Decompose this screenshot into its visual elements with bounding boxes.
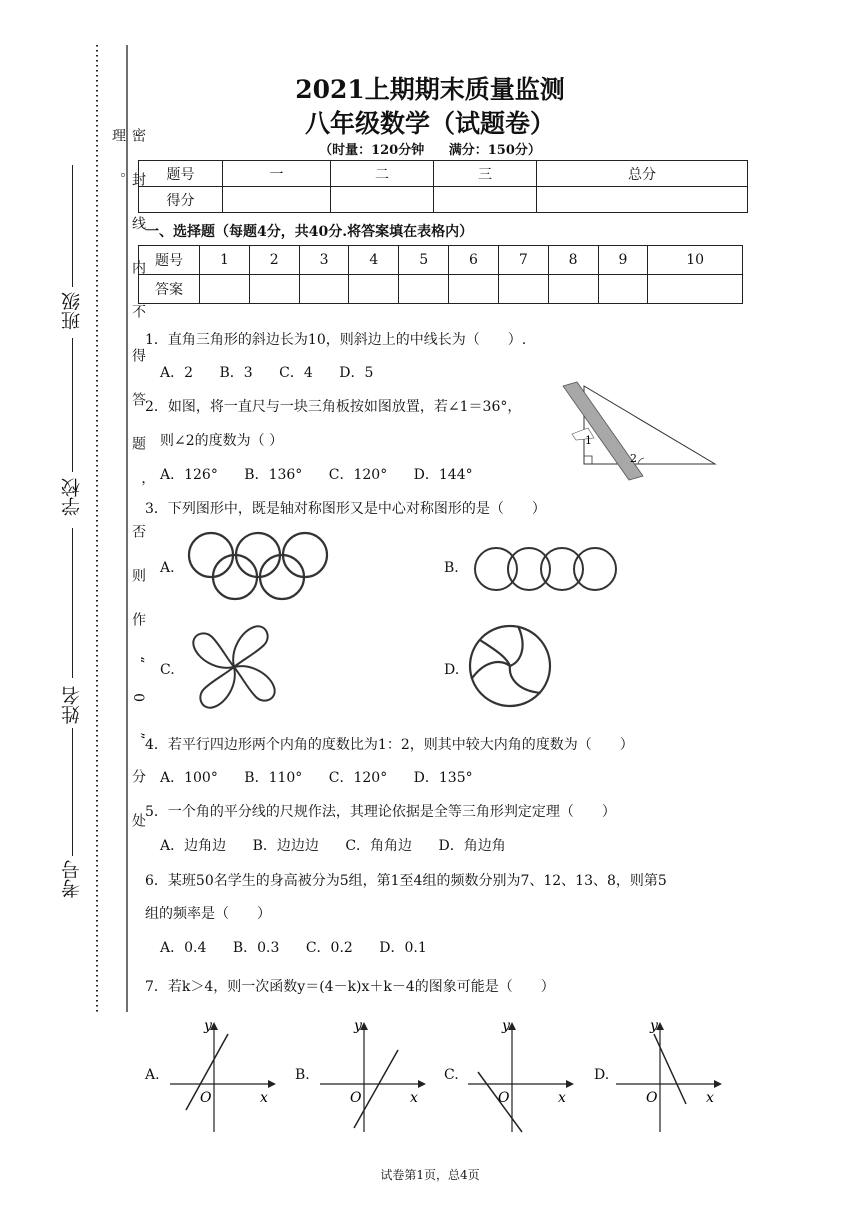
score-row-label: 得分 bbox=[139, 187, 223, 213]
angle-2-label: 2 bbox=[630, 452, 637, 465]
origin-label: O bbox=[646, 1090, 658, 1106]
question-6-stem-cont: 组的频率是（ ） bbox=[145, 906, 271, 922]
option: A．100° bbox=[160, 770, 218, 786]
answer-table bbox=[138, 245, 743, 304]
score-cell[interactable] bbox=[537, 187, 748, 213]
answer-number: 1 bbox=[200, 246, 250, 275]
question-6-options bbox=[160, 937, 449, 957]
score-table bbox=[138, 160, 748, 213]
question-7-option-d: D. bbox=[594, 1067, 610, 1083]
origin-label: O bbox=[350, 1090, 362, 1106]
x-axis-label: x bbox=[706, 1090, 714, 1106]
origin-label: O bbox=[200, 1090, 212, 1106]
answer-cell[interactable] bbox=[449, 275, 499, 304]
option: C．120° bbox=[328, 467, 388, 483]
pinwheel-figure bbox=[180, 618, 288, 716]
option: C．120° bbox=[328, 770, 388, 786]
option: B．3 bbox=[219, 365, 253, 381]
answer-label: 答案 bbox=[139, 275, 200, 304]
option: D．角边角 bbox=[438, 838, 506, 854]
question-1-options bbox=[160, 362, 395, 382]
score-header: 三 bbox=[434, 161, 537, 187]
answer-number: 3 bbox=[299, 246, 349, 275]
answer-cell[interactable] bbox=[349, 275, 399, 304]
score-header: 题号 bbox=[139, 161, 223, 187]
question-6-stem: 6．某班50名学生的身高被分为5组，第1至4组的频数分别为7、12、13、8，则第5 bbox=[145, 873, 667, 889]
graph-option-c bbox=[466, 1020, 576, 1135]
option: D．135° bbox=[413, 770, 473, 786]
answer-number: 2 bbox=[249, 246, 299, 275]
option: B．110° bbox=[244, 770, 303, 786]
score-cell[interactable] bbox=[331, 187, 434, 213]
origin-label: O bbox=[498, 1090, 510, 1106]
field-name-label: 姓名 bbox=[61, 686, 83, 724]
graph-option-a bbox=[168, 1020, 278, 1135]
graph-option-d bbox=[614, 1020, 724, 1135]
score-cell[interactable] bbox=[434, 187, 537, 213]
answer-cell[interactable] bbox=[399, 275, 449, 304]
exam-info bbox=[0, 139, 860, 158]
question-5-options bbox=[160, 835, 528, 855]
exam-subtitle: 八年级数学（试题卷） bbox=[304, 109, 555, 138]
field-exam-number-label: 考号 bbox=[61, 860, 83, 898]
option: D．5 bbox=[339, 365, 374, 381]
answer-cell[interactable] bbox=[299, 275, 349, 304]
option: A．边角边 bbox=[160, 838, 227, 854]
option: B．0.3 bbox=[232, 940, 280, 956]
score-cell[interactable] bbox=[223, 187, 331, 213]
score-header: 二 bbox=[331, 161, 434, 187]
y-axis-label: y bbox=[354, 1018, 362, 1034]
question-7-option-a: A. bbox=[145, 1067, 160, 1083]
x-axis-label: x bbox=[260, 1090, 268, 1106]
question-3-option-a: A. bbox=[160, 560, 175, 576]
question-1-stem: 1．直角三角形的斜边长为10，则斜边上的中线长为（ ）. bbox=[145, 332, 527, 348]
answer-cell[interactable] bbox=[200, 275, 250, 304]
question-3-option-b: B. bbox=[444, 560, 459, 576]
answer-number: 10 bbox=[648, 246, 743, 275]
answer-cell[interactable] bbox=[648, 275, 743, 304]
answer-cell[interactable] bbox=[548, 275, 598, 304]
section-heading: 一、选择题（每题4分，共40分.将答案填在表格内） bbox=[145, 224, 474, 240]
question-7-stem: 7．若k＞4，则一次函数y＝(4－k)x＋k－4的图象可能是（ ） bbox=[145, 979, 555, 995]
question-4-stem: 4．若平行四边形两个内角的度数比为1：2，则其中较大内角的度数为（ ） bbox=[145, 737, 634, 753]
question-3-option-d: D. bbox=[444, 662, 460, 678]
answer-cell[interactable] bbox=[249, 275, 299, 304]
option: D．144° bbox=[413, 467, 473, 483]
time-limit: （时量：120分钟 bbox=[319, 143, 425, 158]
question-5-stem: 5．一个角的平分线的尺规作法，其理论依据是全等三角形判定定理（ ） bbox=[145, 804, 616, 820]
option: A．126° bbox=[160, 467, 218, 483]
y-axis-label: y bbox=[502, 1018, 510, 1034]
exam-title: 2021上期期末质量监测 bbox=[295, 75, 565, 104]
question-4-options bbox=[160, 767, 495, 787]
x-axis-label: x bbox=[410, 1090, 418, 1106]
field-school-line bbox=[72, 338, 73, 472]
option: C．4 bbox=[279, 365, 313, 381]
y-axis-label: y bbox=[204, 1018, 212, 1034]
graph-option-b bbox=[318, 1020, 428, 1135]
option: C．角角边 bbox=[345, 838, 413, 854]
question-2-stem: 2．如图，将一直尺与一块三角板按如图放置，若∠1＝36°， bbox=[145, 399, 522, 415]
question-3-stem: 3．下列图形中，既是轴对称图形又是中心对称图形的是（ ） bbox=[145, 501, 546, 517]
field-school-label: 学校 bbox=[61, 478, 83, 516]
option: A．0.4 bbox=[160, 940, 207, 956]
answer-number: 7 bbox=[498, 246, 548, 275]
answer-number: 9 bbox=[598, 246, 648, 275]
field-name-line bbox=[72, 528, 73, 678]
answer-number: 5 bbox=[399, 246, 449, 275]
question-7-option-b: B. bbox=[295, 1067, 310, 1083]
option: D．0.1 bbox=[379, 940, 427, 956]
field-class-label: 班级 bbox=[61, 292, 83, 330]
question-2-figure bbox=[560, 378, 720, 488]
answer-number: 4 bbox=[349, 246, 399, 275]
four-rings-figure bbox=[472, 545, 620, 593]
option: B．136° bbox=[244, 467, 303, 483]
option: C．0.2 bbox=[305, 940, 353, 956]
seal-notice: 密封线内不得答题，否则作“0”分处理。 bbox=[110, 128, 146, 858]
answer-number: 8 bbox=[548, 246, 598, 275]
field-exam-number-line bbox=[72, 728, 73, 856]
field-class-line bbox=[72, 165, 73, 287]
question-7-option-c: C. bbox=[444, 1067, 459, 1083]
page-footer: 试卷第1页，总4页 bbox=[380, 1168, 480, 1182]
full-score: 满分：150分） bbox=[448, 143, 541, 158]
y-axis-label: y bbox=[650, 1018, 658, 1034]
question-3-option-c: C. bbox=[160, 662, 175, 678]
score-header: 总分 bbox=[537, 161, 748, 187]
question-2-stem-cont: 则∠2的度数为（ ） bbox=[160, 433, 284, 449]
option: B．边边边 bbox=[252, 838, 319, 854]
answer-number: 6 bbox=[449, 246, 499, 275]
answer-cell[interactable] bbox=[498, 275, 548, 304]
answer-label: 题号 bbox=[139, 246, 200, 275]
option: A．2 bbox=[160, 365, 194, 381]
score-header: 一 bbox=[223, 161, 331, 187]
answer-cell[interactable] bbox=[598, 275, 648, 304]
angle-1-label: 1 bbox=[585, 434, 592, 447]
question-2-options bbox=[160, 464, 495, 484]
x-axis-label: x bbox=[558, 1090, 566, 1106]
triskelion-circle-figure bbox=[466, 622, 554, 710]
olympic-rings-figure bbox=[185, 528, 335, 606]
